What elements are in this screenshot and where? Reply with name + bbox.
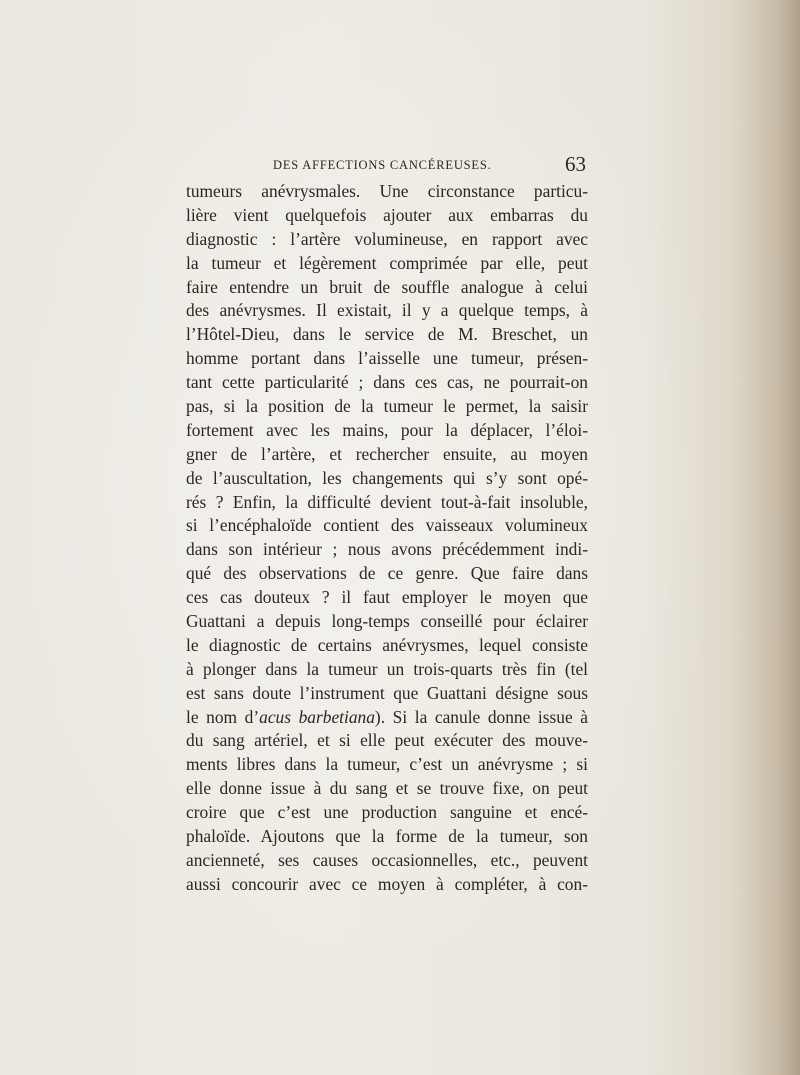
text-line: si l’encéphaloïde contient des vaisseaux volumineux	[186, 515, 588, 536]
page-edge-shadow	[730, 0, 800, 1075]
text-line: l’Hôtel-Dieu, dans le service de M. Breschet, un	[186, 324, 588, 345]
text-line: pas, si la position de la tumeur le permet, la saisir	[186, 396, 588, 417]
text-line: du sang artériel, et si elle peut exécuter des mouve-	[186, 730, 588, 751]
text-line: à plonger dans la tumeur un trois-quarts très fin (tel	[186, 658, 588, 679]
text-line: tant cette particularité ; dans ces cas, ne pourrait-on	[186, 372, 588, 393]
text-line: ments libres dans la tumeur, c’est un anévrysme ; si	[186, 754, 588, 775]
text-line: gner de l’artère, et rechercher ensuite, au moyen	[186, 443, 588, 464]
text-line: qué des observations de ce genre. Que faire dans	[186, 563, 588, 584]
page-header	[186, 152, 588, 178]
text-line: phaloïde. Ajoutons que la forme de la tumeur, son	[186, 826, 588, 847]
text-line: homme portant dans l’aisselle une tumeur, présen-	[186, 348, 588, 369]
italic-term: acus barbetiana	[259, 706, 375, 727]
text-line: lière vient quelquefois ajouter aux embarras du	[186, 204, 588, 225]
line-text-before: le nom d’	[186, 706, 260, 727]
text-line: diagnostic : l’artère volumineuse, en rapport avec	[186, 228, 588, 249]
text-line: le diagnostic de certains anévrysmes, lequel consiste	[186, 634, 588, 655]
text-line: dans son intérieur ; nous avons précédemment indi-	[186, 539, 588, 560]
body-text	[186, 180, 588, 897]
text-line: ancienneté, ses causes occasionnelles, etc., peuvent	[186, 849, 588, 870]
page-number: 63	[565, 152, 586, 176]
line-text-after: ). Si la canule donne issue à	[374, 706, 588, 727]
text-line: aussi concourir avec ce moyen à compléter, à con-	[186, 873, 588, 894]
text-line: ces cas douteux ? il faut employer le moyen que	[186, 587, 588, 608]
text-line: croire que c’est une production sanguine et encé-	[186, 802, 588, 823]
text-line: elle donne issue à du sang et se trouve fixe, on peut	[186, 778, 588, 799]
text-line: de l’auscultation, les changements qui s’y sont opé-	[186, 467, 588, 488]
text-line: faire entendre un bruit de souffle analogue à celui	[186, 276, 588, 297]
text-line: la tumeur et légèrement comprimée par elle, peut	[186, 252, 588, 273]
text-line-with-italic	[186, 706, 588, 730]
text-line: tumeurs anévrysmales. Une circonstance particu-	[186, 181, 588, 201]
running-head: DES AFFECTIONS CANCÉREUSES.	[273, 158, 492, 172]
text-line: Guattani a depuis long-temps conseillé pour éclairer	[186, 611, 588, 632]
text-line: rés ? Enfin, la difficulté devient tout-à-fait insoluble,	[186, 491, 588, 512]
text-line: des anévrysmes. Il existait, il y a quelque temps, à	[186, 300, 588, 321]
text-line: est sans doute l’instrument que Guattani désigne sous	[186, 682, 588, 703]
text-line: fortement avec les mains, pour la déplacer, l’éloi-	[186, 419, 588, 440]
